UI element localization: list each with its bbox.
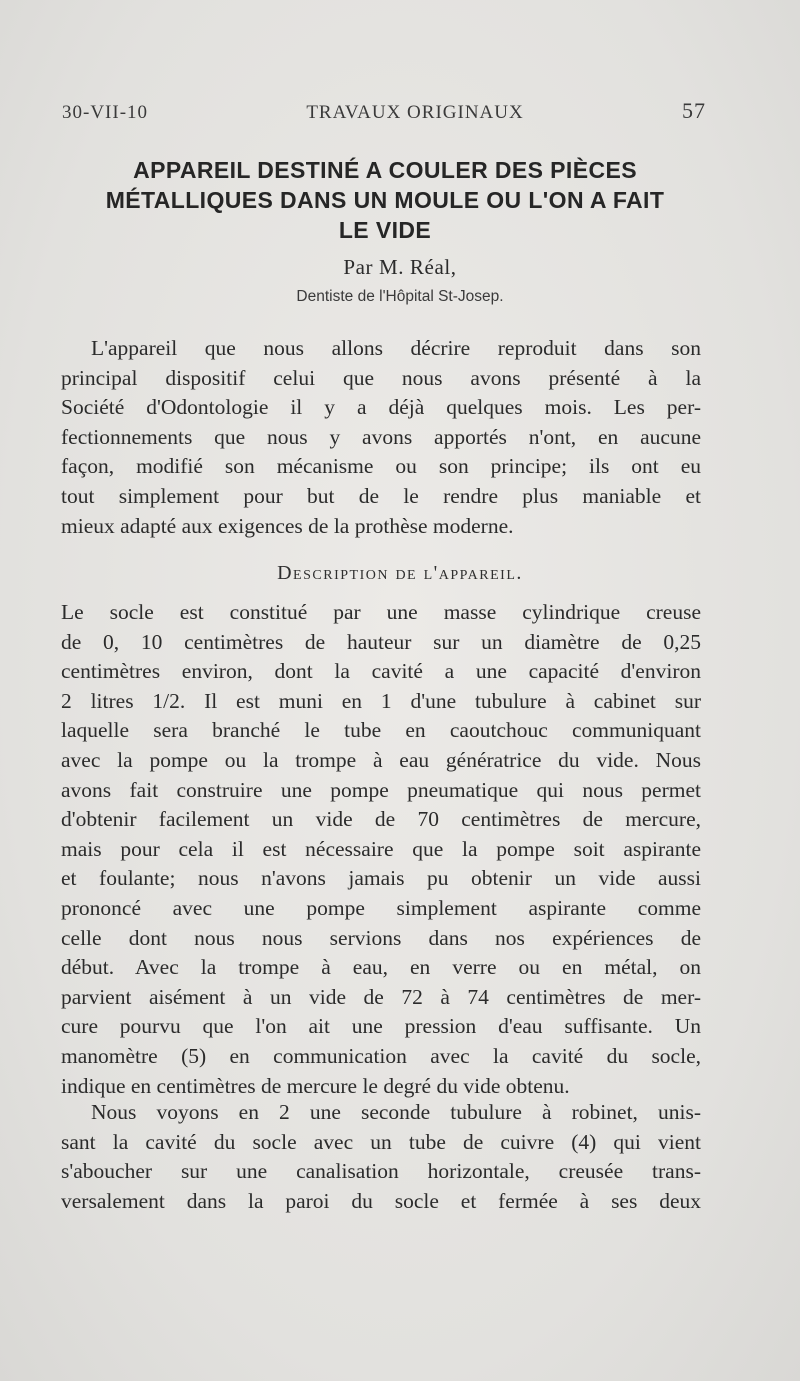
text-line: tout simplement pour but de le rendre plus maniable et xyxy=(61,483,701,508)
text-line: versalement dans la paroi du socle et fermée à ses deux xyxy=(61,1188,701,1213)
text-line: d'obtenir facilement un vide de 70 centimètres de mercure, xyxy=(61,807,701,832)
text-line: de 0, 10 centimètres de hauteur sur un diamètre de 0,25 xyxy=(61,629,701,654)
text-line: mieux adapté aux exigences de la prothèse moderne. xyxy=(61,513,514,538)
text-line: avec la pompe ou la trompe à eau génératrice du vide. Nous xyxy=(61,747,701,772)
text-line: parvient aisément à un vide de 72 à 74 centimètres de mer- xyxy=(61,984,701,1009)
text-line: celle dont nous nous servions dans nos expériences de xyxy=(61,925,701,950)
page-number: 57 xyxy=(681,98,706,123)
text-line: Le socle est constitué par une masse cylindrique creuse xyxy=(61,600,701,624)
title-line: LE VIDE xyxy=(338,217,432,243)
text-line: s'aboucher sur une canalisation horizontale, creusée trans- xyxy=(61,1159,701,1184)
text-line: début. Avec la trompe à eau, en verre ou en métal, on xyxy=(61,955,701,980)
text-line: sant la cavité du socle avec un tube de cuivre (4) qui vient xyxy=(61,1129,701,1154)
intro-paragraph xyxy=(61,334,701,541)
continuation-paragraph xyxy=(61,1098,701,1216)
issue-date: 30-VII-10 xyxy=(62,102,149,123)
text-line: Société d'Odontologie il y a déjà quelques mois. Les per- xyxy=(61,395,701,420)
article-title xyxy=(60,155,710,245)
text-line: et foulante; nous n'avons jamais pu obtenir un vide aussi xyxy=(61,866,701,891)
text-line: manomètre (5) en communication avec la cavité du socle, xyxy=(61,1043,701,1068)
text-line: façon, modifié son mécanisme ou son principe; ils ont eu xyxy=(61,454,701,479)
text-line: L'appareil que nous allons décrire reproduit dans son xyxy=(91,336,701,360)
text-line: 2 litres 1/2. Il est muni en 1 d'une tubulure à cabinet sur xyxy=(61,688,701,713)
text-line: centimètres environ, dont la cavité a une capacité d'environ xyxy=(61,659,701,684)
description-paragraph xyxy=(61,598,701,1101)
title-line: MÉTALLIQUES DANS UN MOULE OU L'ON A FAIT xyxy=(105,187,665,213)
author-byline: Par M. Réal, xyxy=(343,255,457,279)
text-line: principal dispositif celui que nous avons présenté à la xyxy=(61,365,701,390)
text-line: indique en centimètres de mercure le degré du vide obtenu. xyxy=(61,1073,570,1098)
text-line: mais pour cela il est nécessaire que la pompe soit aspirante xyxy=(61,836,701,861)
section-title: TRAVAUX ORIGINAUX xyxy=(306,102,524,123)
running-head xyxy=(62,92,706,124)
text-line: Nous voyons en 2 une seconde tubulure à robinet, unis- xyxy=(91,1100,701,1124)
text-line: laquelle sera branché le tube en caoutchouc communiquant xyxy=(61,718,701,743)
title-line: APPAREIL DESTINÉ A COULER DES PIÈCES xyxy=(133,157,637,183)
text-line: fectionnements que nous y avons apportés n'ont, en aucune xyxy=(61,424,701,449)
section-heading: Description de l'appareil. xyxy=(277,562,523,584)
text-line: avons fait construire une pompe pneumatique qui nous permet xyxy=(61,777,701,802)
text-line: prononcé avec une pompe simplement aspirante comme xyxy=(61,895,701,920)
text-line: cure pourvu que l'on ait une pression d'eau suffisante. Un xyxy=(61,1014,701,1039)
author-affiliation: Dentiste de l'Hôpital St-Josep. xyxy=(296,288,504,305)
